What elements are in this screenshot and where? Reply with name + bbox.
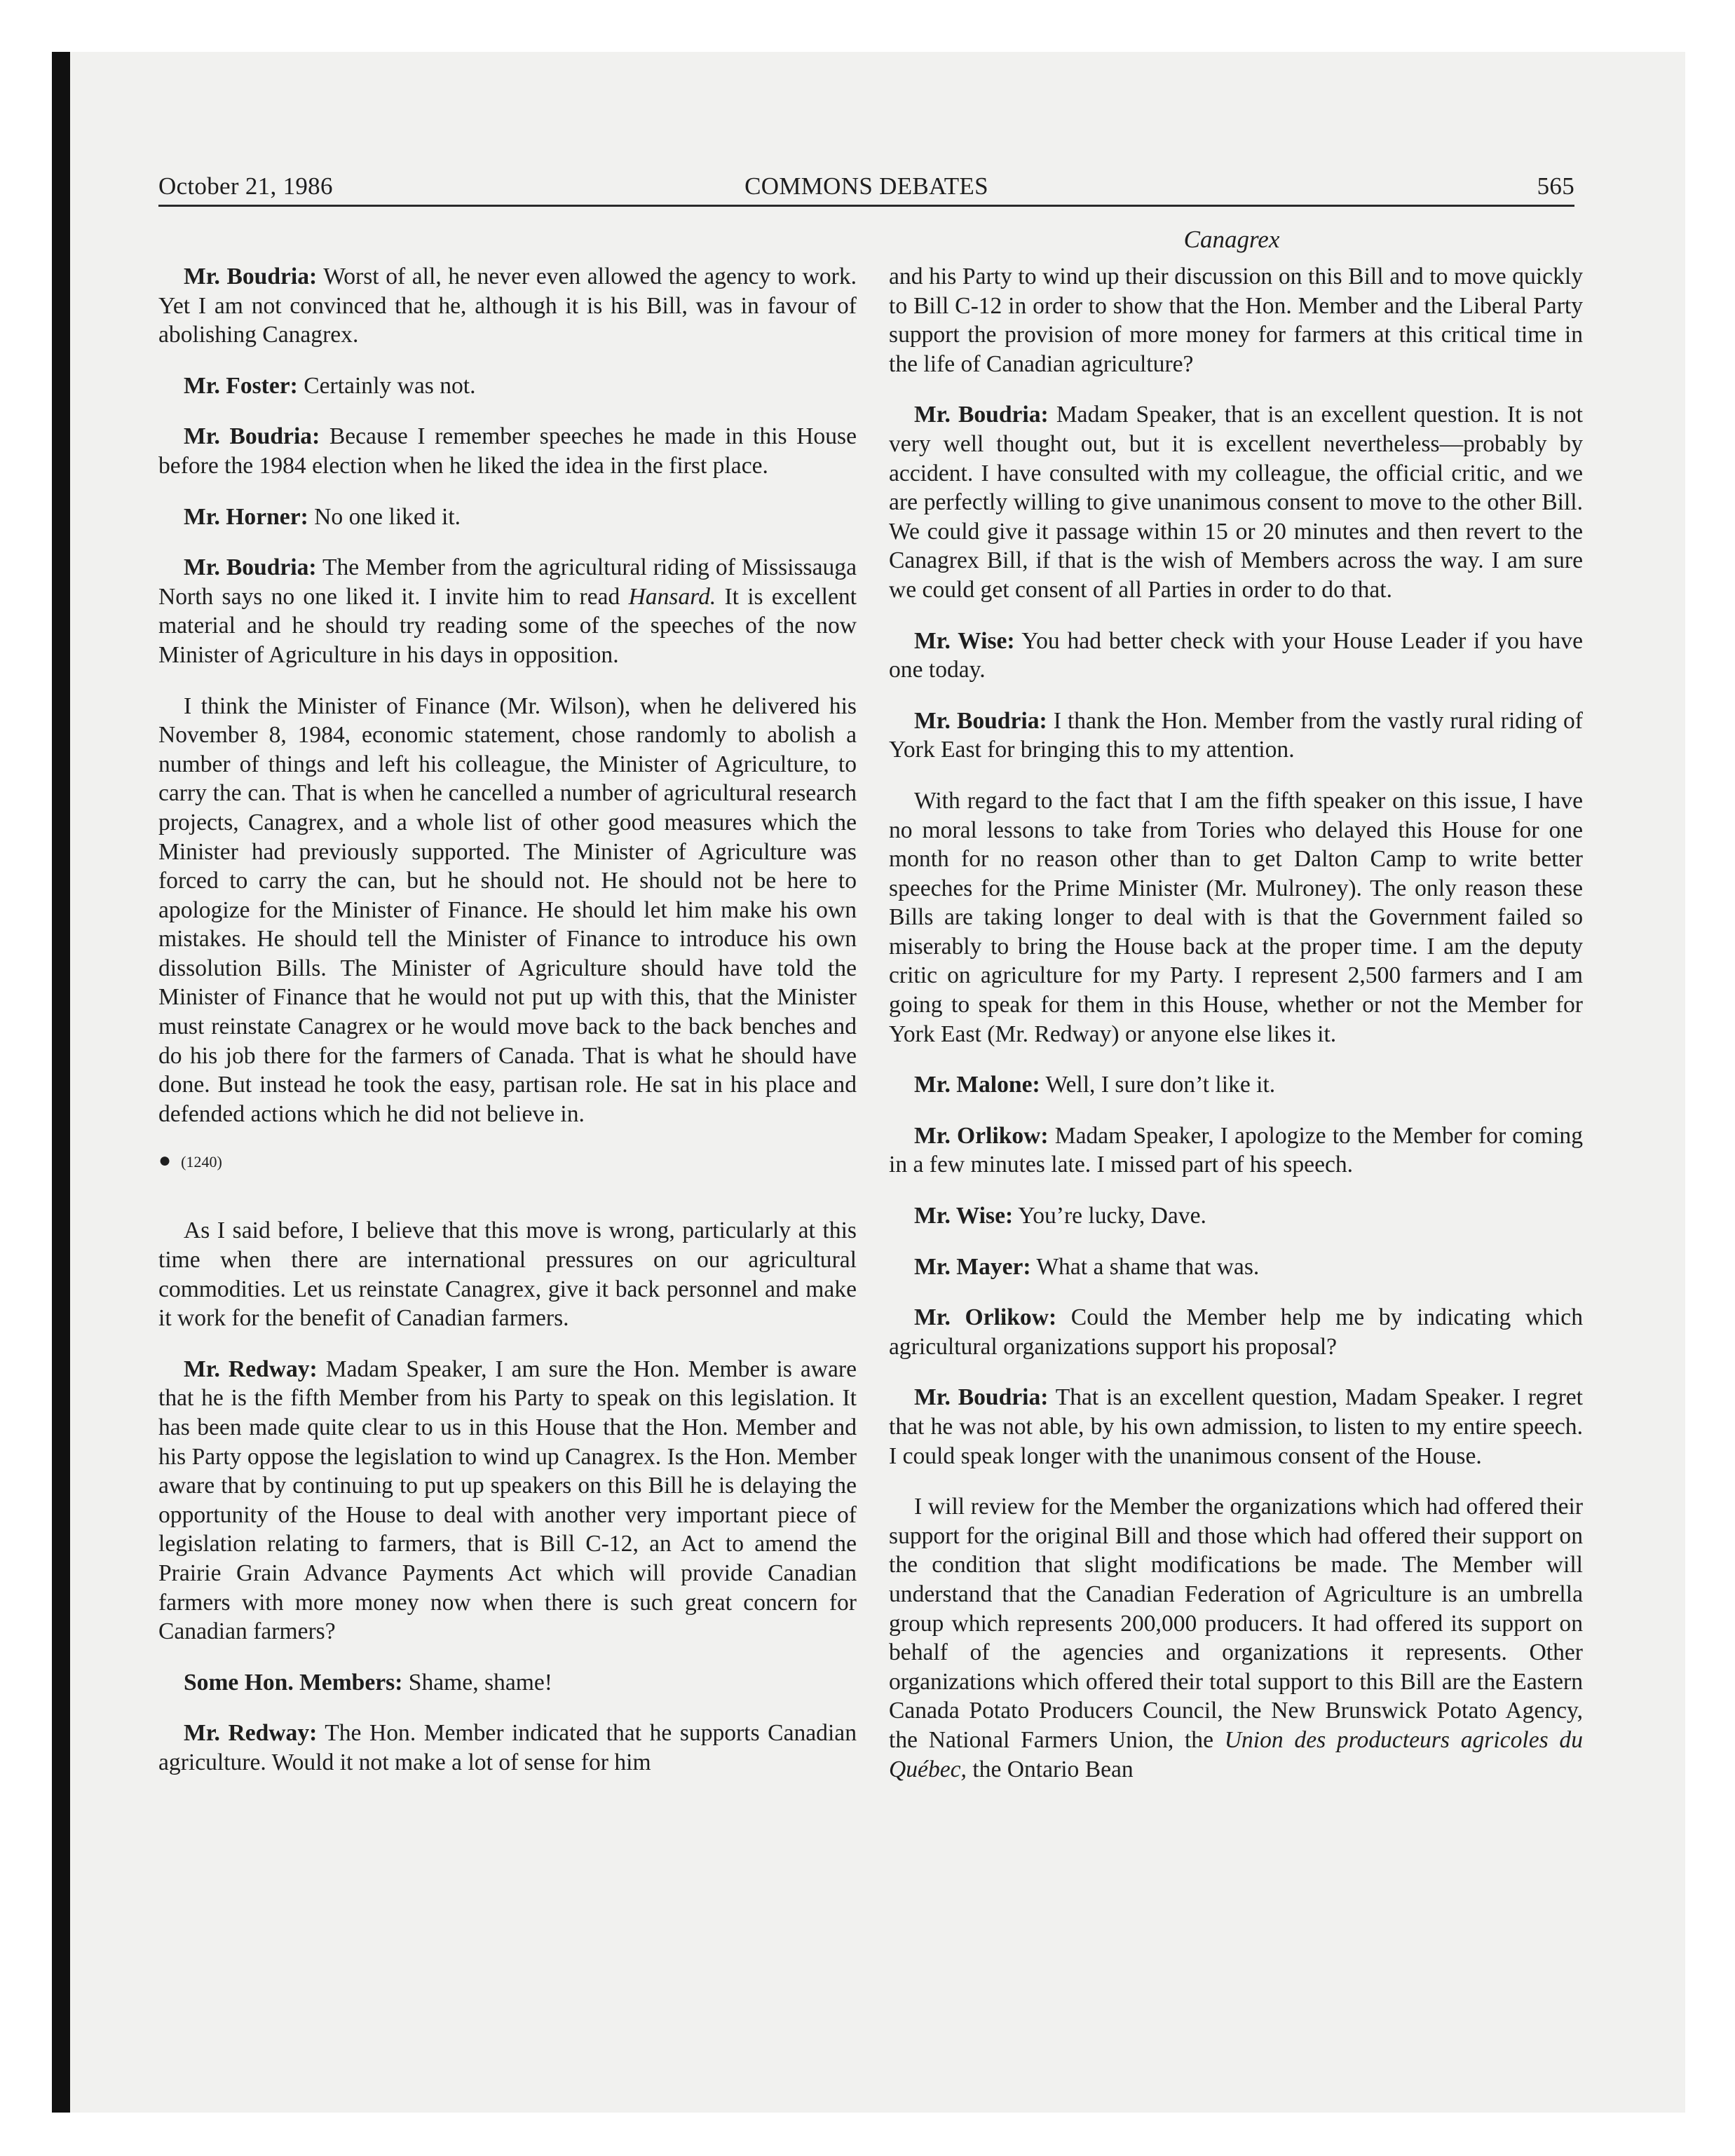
speaker-name: Mr. Boudria:	[914, 402, 1049, 428]
paragraph	[889, 1070, 1583, 1100]
speech-text: The Member from the agricultural riding of Mississauga North says no one liked it. I invite him to read	[158, 554, 857, 610]
speaker-name: Mr. Redway:	[184, 1720, 318, 1747]
running-header	[158, 168, 1574, 205]
speech-text: Well, I sure don’t like it.	[1040, 1072, 1276, 1098]
paragraph	[158, 1719, 857, 1777]
speech-text: Worst of all, he never even allowed the agency to work. Yet I am not convinced that he, although it is his Bill, was in favour of abolishing Canagrex.	[158, 264, 857, 348]
scan-edge-shadow	[52, 52, 70, 2113]
paragraph	[158, 422, 857, 480]
speech-text: What a shame that was.	[1030, 1253, 1260, 1280]
speech-text: I thank the Hon. Member from the vastly rural riding of York East for bringing this to my attention.	[889, 707, 1583, 763]
speech-text: You’re lucky, Dave.	[1013, 1203, 1206, 1229]
speaker-name: Mr. Boudria:	[914, 1384, 1049, 1411]
speaker-name: Mr. Malone:	[914, 1072, 1040, 1098]
speech-text: Certainly was not.	[297, 372, 476, 399]
speech-text: No one liked it.	[308, 503, 461, 530]
header-publication: COMMONS DEBATES	[744, 172, 988, 200]
header-rule	[158, 205, 1574, 207]
speech-text: It is excellent material and he should try reading some of the speeches of the now Minister of Agriculture in his days in opposition.	[158, 583, 857, 668]
speaker-name: Mr. Wise:	[914, 627, 1015, 654]
speaker-name: Some Hon. Members:	[184, 1669, 403, 1696]
paragraph	[158, 371, 857, 401]
speaker-name: Mr. Boudria:	[184, 264, 318, 289]
left-column	[158, 262, 857, 1799]
paragraph	[889, 1201, 1583, 1231]
speech-text: Madam Speaker, that is an excellent question. It is not very well thought out, but it is excellent nevertheless—probably by accident. I have consulted with my colleague, the official critic, and we are perfectly willing to give unanimous consent to move to the other Bill. We could give it passage within 15 or 20 minutes and then revert to the Canagrex Bill, if that is the wish of Members across the way. I am sure we could get consent of all Parties in order to do that.	[889, 402, 1583, 603]
speaker-name: Mr. Horner:	[184, 503, 308, 530]
speaker-name: Mr. Redway:	[184, 1356, 318, 1382]
paragraph	[889, 707, 1583, 765]
paragraph	[158, 553, 857, 669]
italic-organization: Union des producteurs agricoles du Québec,	[889, 1726, 1583, 1782]
speaker-name: Mr. Boudria:	[184, 554, 317, 581]
speech-text: I will review for the Member the organizations which had offered their support for the original Bill and those which had offered their support on the condition that slight modifications be made. The Member will understand that the Canadian Federation of Agriculture is an umbrella group which represents 200,000 producers. It had offered its support on behalf of the agencies and organizations it represents. Other organizations which offered their total support to this Bill are the Eastern Canada Potato Producers Council, the New Brunswick Potato Agency, the National Farmers Union, the	[889, 1494, 1583, 1753]
speech-text: Madam Speaker, I am sure the Hon. Member is aware that he is the fifth Member from his Party to speak on this legislation. It has been made quite clear to us in this House that the Hon. Member and his Party oppose the legislation to wind up Canagrex. Is the Hon. Member aware that by continuing to put up speakers on this Bill he is delaying the opportunity of the House to deal with another very important piece of legislation relating to farmers, that is Bill C-12, an Act to amend the Prairie Grain Advance Payments Act which will provide Canadian farmers with more money now when there is such great concern for Canadian farmers?	[158, 1356, 857, 1645]
bullet-icon: ●	[158, 1149, 172, 1173]
header-page-number: 565	[1537, 172, 1574, 200]
speech-text: You had better check with your House Leader if you have one today.	[889, 627, 1584, 683]
paragraph: With regard to the fact that I am the fifth speaker on this issue, I have no moral lessons to take from Tories who delayed this House for one month for no reason other than to get Dalton Camp to write better speeches for the Prime Minister (Mr. Mulroney). The only reason these Bills are taking longer to deal with is that the Government failed so miserably to bring the House back at the proper time. I am the deputy critic on agriculture for my Party. I represent 2,500 farmers and I am going to speak for them in this House, whether or not the Member for York East (Mr. Redway) or anyone else likes it.	[889, 787, 1583, 1047]
speaker-name: Mr. Boudria:	[184, 423, 320, 450]
section-heading: Canagrex	[1183, 226, 1280, 253]
speech-text: Madam Speaker, I apologize to the Member for coming in a few minutes late. I missed part of his speech.	[889, 1122, 1583, 1178]
paragraph: As I said before, I believe that this move is wrong, particularly at this time when there are international pressures on our agricultural commodities. Let us reinstate Canagrex, give it back personnel and make it work for the benefit of Canadian farmers.	[158, 1217, 857, 1332]
speech-text: That is an excellent question, Madam Speaker. I regret that he was not able, by his own admission, to listen to my entire speech. I could speak longer with the unanimous consent of the House.	[889, 1384, 1584, 1469]
paragraph	[889, 627, 1583, 685]
paragraph: I think the Minister of Finance (Mr. Wilson), when he delivered his November 8, 1984, economic statement, chose randomly to abolish a number of things and left his colleague, the Minister of Agriculture, to carry the can. That is when he cancelled a number of agricultural research projects, Canagrex, and a whole list of other good measures which the Minister had previously supported. The Minister of Agriculture was forced to carry the can, but he should not. He should not be here to apologize for the Minister of Finance. He should let him make his own mistakes. He should tell the Minister of Finance to introduce his own dissolution Bills. The Minister of Agriculture should have told the Minister of Finance that he would not put up with this, that the Minister must reinstate Canagrex or he would move back to the back benches and do his job there for the farmers of Canada. That is what he should have done. But instead he took the easy, partisan role. He sat in his place and defended actions which he did not believe in.	[158, 692, 857, 1127]
speaker-name: Mr. Orlikow:	[914, 1304, 1057, 1331]
speaker-name: Mr. Orlikow:	[914, 1122, 1049, 1149]
time-marker-text: (1240)	[181, 1153, 222, 1171]
paragraph	[158, 262, 857, 350]
paragraph	[889, 1121, 1583, 1180]
speech-text: the Ontario Bean	[966, 1756, 1134, 1782]
paragraph	[889, 400, 1583, 604]
paragraph	[889, 1492, 1583, 1784]
speech-text: Shame, shame!	[402, 1669, 552, 1696]
speech-text: Because I remember speeches he made in this House before the 1984 election when he liked the idea in the first place.	[158, 423, 857, 479]
right-column	[889, 262, 1583, 1806]
paragraph: and his Party to wind up their discussion on this Bill and to move quickly to Bill C-12 in order to show that the Hon. Member and the Liberal Party support the provision of more money for farmers at this critical time in the life of Canadian agriculture?	[889, 264, 1583, 377]
header-date: October 21, 1986	[158, 172, 333, 200]
speaker-name: Mr. Foster:	[184, 372, 298, 399]
paragraph	[158, 503, 857, 532]
italic-title: Hansard.	[628, 583, 716, 610]
paragraph	[889, 1253, 1583, 1282]
paragraph	[158, 1355, 857, 1646]
speech-text: Could the Member help me by indicating which agricultural organizations support his proposal?	[889, 1304, 1583, 1360]
speaker-name: Mr. Mayer:	[914, 1253, 1031, 1280]
paragraph	[158, 1668, 857, 1698]
speaker-name: Mr. Wise:	[914, 1203, 1014, 1229]
time-marker	[158, 1150, 857, 1173]
speaker-name: Mr. Boudria:	[914, 707, 1047, 734]
paragraph	[889, 1303, 1583, 1361]
speech-text: The Hon. Member indicated that he supports Canadian agriculture. Would it not make a lot of sense for him	[158, 1720, 857, 1775]
paragraph	[889, 1383, 1583, 1471]
